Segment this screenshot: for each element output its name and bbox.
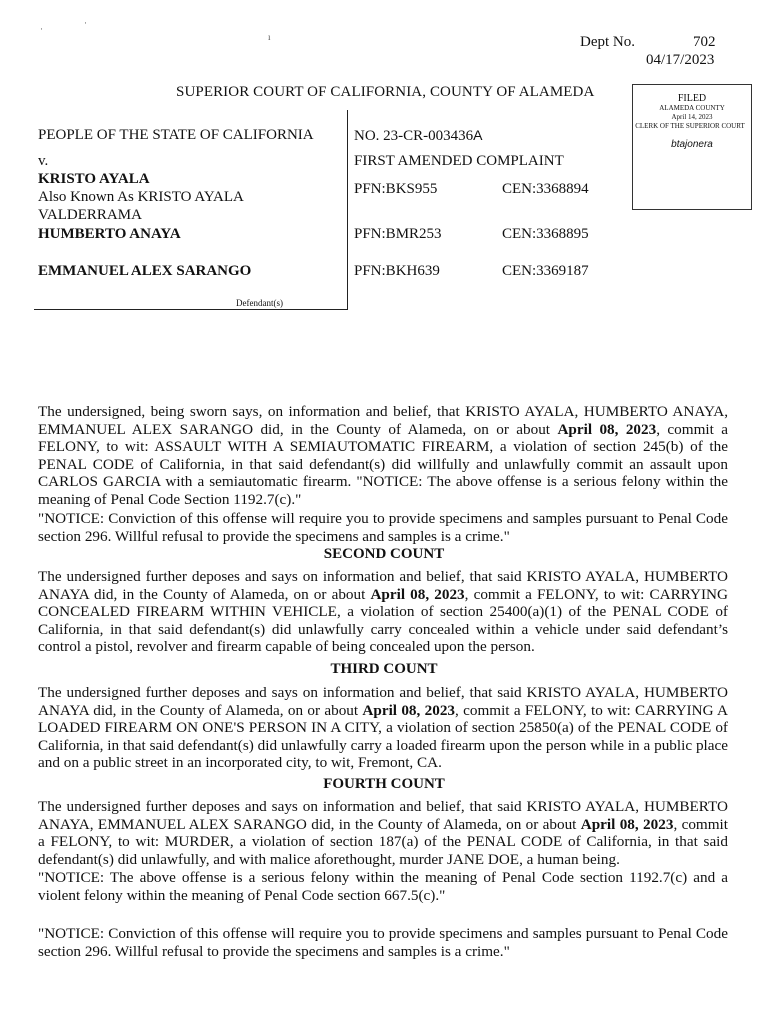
stamp-date: April 14, 2023 <box>671 113 713 121</box>
defendant-1-aka: Also Known As KRISTO AYALA <box>38 189 244 205</box>
defendants-label: Defendant(s) <box>236 298 283 308</box>
fourth-count-date: April 08, 2023 <box>580 815 674 833</box>
third-count-paragraph <box>38 684 728 772</box>
defendant-1-name: KRISTO AYALA <box>38 171 150 187</box>
stamp-signature: btajonera <box>671 139 713 150</box>
stamp-clerk: CLERK OF THE SUPERIOR COURT <box>635 122 745 130</box>
third-count-date: April 08, 2023 <box>362 701 456 719</box>
case-number-suffix: A <box>473 127 483 143</box>
court-title: SUPERIOR COURT OF CALIFORNIA, COUNTY OF ALAMEDA <box>176 84 595 100</box>
cen-1: CEN:3368894 <box>502 181 589 197</box>
cen-3: CEN:3369187 <box>502 263 589 279</box>
fourth-count-text-cont: , commit a FELONY, to wit: MURDER, a violation of section 187(a) of the PENAL CODE of California, in that said defendant(s) did unlawfully, and with malice aforethought, murder JANE DOE, a human being. <box>38 815 728 868</box>
first-count-paragraph <box>38 403 728 508</box>
first-count-text: The undersigned, being sworn says, on information and belief, that KRISTO AYALA, HUMBERTO ANAYA, EMMANUEL ALEX SARANGO did, in the County of Alameda, on or about <box>38 403 728 438</box>
second-count-text: The undersigned further deposes and says on information and belief, that said KRISTO AYALA, HUMBERTO ANAYA did, in the County of Alameda, on or about <box>38 568 728 603</box>
pfn-1: PFN:BKS955 <box>354 181 438 197</box>
first-count-date: April 08, 2023 <box>557 420 657 438</box>
fourth-count-heading: FOURTH COUNT <box>323 776 445 792</box>
third-count-text-cont: , commit a FELONY, to wit: CARRYING A LOADED FIREARM ON ONE'S PERSON IN A CITY, a violation of section 25850(a) of the PENAL CODE of California, in that said defendant(s) did unlawfully carry a loaded firearm upon the person while in a public place and on a public street in an incorporated city, to wit, Fremont, CA. <box>38 701 728 771</box>
second-count-date: April 08, 2023 <box>370 585 465 603</box>
scan-speck: · <box>40 24 43 34</box>
pfn-3: PFN:BKH639 <box>354 263 440 279</box>
versus: v. <box>38 153 49 169</box>
caption-divider-vertical <box>347 110 348 310</box>
cen-2: CEN:3368895 <box>502 226 589 242</box>
plaintiff: PEOPLE OF THE STATE OF CALIFORNIA <box>38 127 314 143</box>
complaint-type: FIRST AMENDED COMPLAINT <box>354 153 564 169</box>
stamp-county: ALAMEDA COUNTY <box>659 104 725 112</box>
dept-number: 702 <box>693 34 716 50</box>
filing-date: 04/17/2023 <box>646 52 715 68</box>
defendant-1-aka-cont: VALDERRAMA <box>38 207 142 223</box>
scan-speck: ı <box>268 32 271 42</box>
fourth-count-dna-notice: "NOTICE: Conviction of this offense will require you to provide specimens and samples pursuant to Penal Code section 296. Willful refusal to provide the specimens and samples is a crime." <box>38 925 728 960</box>
case-number <box>354 126 483 145</box>
third-count-text: The undersigned further deposes and says on information and belief, that said KRISTO AYALA, HUMBERTO ANAYA did, in the County of Alameda, on or about <box>38 684 728 719</box>
second-count-heading: SECOND COUNT <box>323 546 445 562</box>
stamp-filed: FILED <box>677 93 707 104</box>
case-number-text: NO. 23-CR-003436 <box>354 128 474 144</box>
caption-divider-horizontal <box>34 309 348 310</box>
fourth-count-paragraph <box>38 798 728 868</box>
first-count-text-cont: , commit a FELONY, to wit: ASSAULT WITH A SEMIAUTOMATIC FIREARM, a violation of section 245(b) of the PENAL CODE of California, in that said defendant(s) did willfully and unlawfully commit an assault upon CARLOS GARCIA with a semiautomatic firearm. "NOTICE: The above offense is a serious felony within the meaning of Penal Code Section 1192.7(c)." <box>38 420 728 508</box>
filed-stamp <box>632 84 752 210</box>
defendant-3-name: EMMANUEL ALEX SARANGO <box>38 263 252 279</box>
dept-label: Dept No. <box>580 34 635 50</box>
second-count-text-cont: , commit a FELONY, to wit: CARRYING CONCEALED FIREARM WITHIN VEHICLE, a violation of section 25400(a)(1) of the PENAL CODE of California, in that said defendant(s) did unlawfully carry concealed within a vehicle under said defendant’s control a pistol, revolver and firearm capable of being concealed upon the person. <box>38 585 728 655</box>
pfn-2: PFN:BMR253 <box>354 226 442 242</box>
scan-speck: · <box>84 18 87 28</box>
third-count-heading: THIRD COUNT <box>330 661 438 677</box>
fourth-count-text: The undersigned further deposes and says on information and belief, that said KRISTO AYALA, HUMBERTO ANAYA, EMMANUEL ALEX SARANGO did, in the County of Alameda, on or about <box>38 798 728 833</box>
first-count-dna-notice: "NOTICE: Conviction of this offense will require you to provide specimens and samples pursuant to Penal Code section 296. Willful refusal to provide the specimens and samples is a crime." <box>38 510 728 545</box>
defendant-2-name: HUMBERTO ANAYA <box>38 226 181 242</box>
second-count-paragraph <box>38 568 728 656</box>
fourth-count-serious-notice: "NOTICE: The above offense is a serious felony within the meaning of Penal Code section 1192.7(c) and a violent felony within the meaning of Penal Code section 667.5(c)." <box>38 869 728 904</box>
